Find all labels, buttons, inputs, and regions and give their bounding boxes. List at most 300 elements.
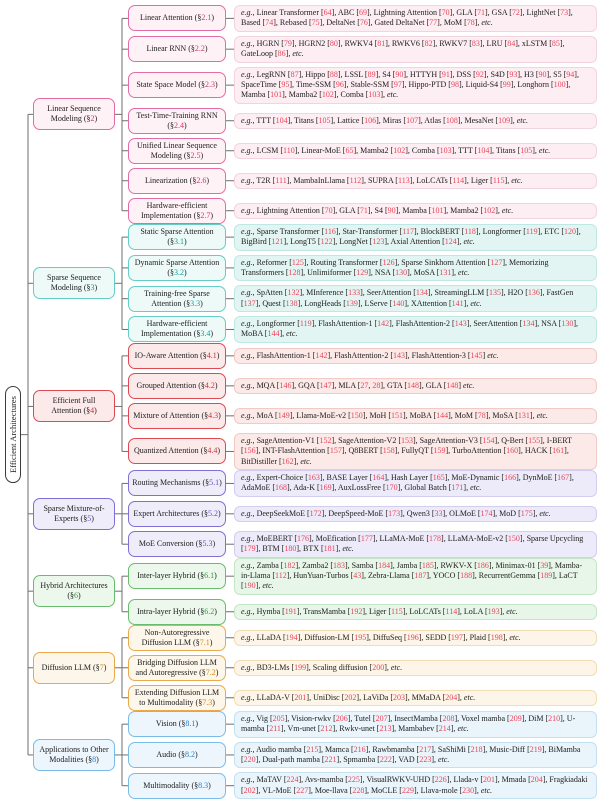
citation-ref[interactable]: 85	[551, 38, 560, 48]
citation-ref[interactable]: 113	[397, 175, 410, 185]
branch-node-io-aware-attention	[128, 343, 226, 369]
section-ref[interactable]: 3.2	[174, 267, 184, 277]
citation-ref[interactable]: 174	[480, 508, 493, 518]
leaf-row-non-autoregressive-diffusion-llm	[128, 625, 599, 651]
branch-node-audio	[128, 742, 226, 768]
citation-ref[interactable]: 86	[277, 49, 286, 59]
citation-ref[interactable]: 188	[460, 570, 473, 580]
citation-ref[interactable]: 211	[269, 724, 281, 734]
citation-ref[interactable]: 107	[406, 115, 419, 125]
citation-ref[interactable]: 103	[439, 145, 452, 155]
examples-box-expert-architectures: e.g., DeepSeekMoE [172], DeepSpeed-MoE [173], Qwen3 [33], OLMoE [174], MoD [175], etc.	[234, 506, 597, 522]
citation-ref[interactable]: 123	[372, 237, 385, 247]
citation-ref[interactable]: 225	[347, 775, 360, 785]
leaf-column-diffusion-llm	[128, 625, 599, 711]
citation-ref[interactable]: 115	[391, 606, 403, 616]
citation-ref[interactable]: 96	[335, 79, 344, 89]
citation-ref[interactable]: 204	[445, 692, 458, 702]
citation-ref[interactable]: 78	[477, 410, 486, 420]
section-ref[interactable]: 7.2	[205, 667, 216, 677]
citation-ref[interactable]: 159	[433, 446, 446, 456]
citation-ref[interactable]: 102	[483, 205, 496, 215]
node-label: IO-Aware Attention (§4.1)	[134, 350, 220, 360]
branch-node-training-free-sparse-attention	[128, 286, 226, 312]
citation-ref[interactable]: 71	[359, 205, 368, 215]
citation-ref[interactable]: 90	[538, 69, 547, 79]
citation-ref[interactable]: 143	[454, 319, 467, 329]
citation-ref[interactable]: 108	[445, 115, 458, 125]
branch-node-linearization	[128, 168, 226, 194]
citation-ref[interactable]: 131	[517, 410, 530, 420]
citation-ref[interactable]: 228	[352, 785, 365, 795]
section-ref[interactable]: 5.3	[202, 539, 213, 549]
citation-ref[interactable]: 180	[284, 544, 297, 554]
citation-ref[interactable]: 82	[424, 38, 433, 48]
section-ref[interactable]: 2	[90, 114, 95, 124]
citation-ref[interactable]: 172	[309, 508, 322, 518]
citation-ref[interactable]: 77	[429, 18, 438, 28]
leaf-row-linear-attention	[128, 5, 599, 32]
citation-ref[interactable]: 119	[525, 226, 538, 236]
node-label: Bridging Diffusion LLM and Autoregressive (§7.2)	[135, 657, 219, 677]
citation-ref[interactable]: 129	[356, 267, 369, 277]
node-label: Hybrid Architectures (§6)	[40, 581, 108, 601]
citation-ref[interactable]: 135	[488, 288, 501, 298]
root-node	[5, 386, 21, 483]
citation-ref[interactable]: 126	[382, 257, 395, 267]
citation-ref[interactable]: 119	[299, 319, 312, 329]
citation-ref[interactable]: 209	[509, 713, 522, 723]
citation-ref[interactable]: 101	[431, 205, 444, 215]
citation-ref[interactable]: 183	[332, 560, 345, 570]
citation-ref[interactable]: 75	[311, 18, 320, 28]
citation-ref[interactable]: 143	[393, 350, 405, 360]
citation-ref[interactable]: 158	[382, 446, 395, 456]
group-row-sparse-mixture-of-experts	[33, 470, 599, 558]
citation-ref[interactable]: 166	[504, 473, 517, 483]
examples-box-routing-mechanisms: e.g., Expert-Choice [163], BASE Layer [164], Hash Layer [165], MoE-Dynamic [166], DynMoE [167], AdaMoE [168], Ada-K [169], AuxLossFree [170], Global Batch [171], etc.	[234, 470, 597, 497]
citation-ref[interactable]: 117	[402, 226, 414, 236]
citation-ref[interactable]: 105	[520, 145, 533, 155]
branch-node-routing-mechanisms	[128, 470, 226, 496]
citation-ref[interactable]: 134	[522, 319, 535, 329]
leaf-column-linear-sequence-modeling	[128, 5, 599, 224]
citation-ref[interactable]: 227	[296, 785, 309, 795]
citation-ref[interactable]: 130	[395, 267, 408, 277]
leaf-column-sparse-sequence-modeling	[128, 224, 599, 343]
citation-ref[interactable]: 150	[507, 533, 520, 543]
group-node-sparse-sequence-modeling	[33, 267, 115, 299]
citation-ref[interactable]: 73	[560, 8, 569, 17]
citation-ref[interactable]: 194	[285, 632, 298, 642]
citation-ref[interactable]: 214	[438, 724, 451, 734]
section-ref[interactable]: 8	[92, 754, 97, 764]
citation-ref[interactable]: 104	[477, 145, 490, 155]
citation-ref[interactable]: 141	[451, 298, 464, 308]
citation-ref[interactable]: 178	[429, 533, 442, 543]
citation-ref[interactable]: 70	[324, 205, 333, 215]
citation-ref[interactable]: 132	[287, 288, 300, 298]
citation-ref[interactable]: 215	[306, 744, 319, 754]
citation-ref[interactable]: 189	[540, 570, 553, 580]
citation-ref[interactable]: 169	[319, 483, 332, 493]
citation-ref[interactable]: 93	[509, 69, 518, 79]
section-ref[interactable]: 3.3	[190, 298, 201, 308]
section-ref[interactable]: 2.3	[204, 80, 215, 90]
node-label: Inter-layer Hybrid (§6.1)	[137, 571, 217, 581]
examples-box-extending-diffusion-llm-to-multimodality: e.g., LLaDA-V [201], UniDisc [202], LaViDa [203], MMaDA [204], etc.	[234, 690, 597, 706]
citation-ref[interactable]: 127	[490, 257, 503, 267]
citation-ref[interactable]: 76	[359, 18, 368, 28]
section-ref[interactable]: 6.2	[204, 606, 215, 616]
section-ref[interactable]: 3	[90, 283, 95, 293]
node-label: Routing Mechanisms (§5.1)	[132, 478, 222, 488]
citation-ref[interactable]: 151	[391, 410, 403, 420]
citation-ref[interactable]: 199	[294, 662, 307, 672]
citation-ref[interactable]: 198	[490, 632, 503, 642]
citation-ref[interactable]: 229	[401, 785, 414, 795]
section-ref[interactable]: 4.2	[204, 380, 215, 390]
group-node-sparse-mixture-of-experts	[33, 498, 115, 530]
citation-ref[interactable]: 165	[432, 473, 445, 483]
node-label: Intra-layer Hybrid (§6.2)	[137, 606, 217, 616]
branch-node-vision	[128, 711, 226, 737]
section-ref[interactable]: 2.4	[174, 120, 184, 130]
citation-ref[interactable]: 173	[388, 508, 401, 518]
node-label: Training-free Sparse Attention (§3.3)	[144, 288, 210, 308]
citation-ref[interactable]: 105	[318, 115, 331, 125]
citation-ref[interactable]: 137	[243, 298, 256, 308]
node-label: Sparse Mixture-of-Experts (§5)	[43, 503, 105, 523]
citation-ref[interactable]: 223	[419, 754, 432, 764]
citation-ref[interactable]: 142	[377, 319, 390, 329]
section-ref[interactable]: 5	[87, 513, 92, 523]
examples-box-linear-rnn: e.g., HGRN [79], HGRN2 [80], RWKV4 [81], RWKV6 [82], RWKV7 [83], LRU [84], xLSTM [85], GateLoop [86], etc.	[234, 36, 597, 63]
examples-box-mixture-of-attention: e.g., MoA [149], Llama-MoE-v2 [150], MoH [151], MoBA [144], MoM [78], MoSA [131], etc.	[234, 408, 597, 424]
leaf-row-vision	[128, 711, 599, 738]
node-label: Linear Sequence Modeling (§2)	[47, 104, 101, 124]
section-ref[interactable]: 6.1	[204, 571, 215, 581]
citation-ref[interactable]: 184	[378, 560, 391, 570]
citation-ref[interactable]: 190	[243, 581, 256, 591]
citation-ref[interactable]: 142	[315, 350, 328, 360]
citation-ref[interactable]: 102	[393, 145, 406, 155]
citation-ref[interactable]: 81	[377, 38, 386, 48]
citation-ref[interactable]: 150	[350, 410, 363, 420]
section-ref[interactable]: 5.2	[207, 508, 218, 518]
citation-ref[interactable]: 92	[475, 69, 484, 79]
citation-ref[interactable]: 203	[393, 692, 406, 702]
citation-ref[interactable]: 179	[243, 544, 256, 554]
citation-ref[interactable]: 210	[548, 713, 561, 723]
section-ref[interactable]: 5.1	[209, 478, 220, 488]
citation-ref[interactable]: 121	[271, 237, 284, 247]
citation-ref[interactable]: 33	[434, 508, 443, 518]
citation-ref[interactable]: 43	[353, 570, 362, 580]
citation-ref[interactable]: 182	[283, 560, 296, 570]
citation-ref[interactable]: 167	[557, 473, 570, 483]
citation-ref[interactable]: 202	[243, 785, 256, 795]
node-label: Hardware-efficient Implementation (§3.4)	[141, 319, 213, 339]
citation-ref[interactable]: 148	[446, 380, 459, 390]
citation-ref[interactable]: 110	[283, 145, 295, 155]
section-ref[interactable]: 2.7	[200, 210, 211, 220]
citation-ref[interactable]: 71	[477, 8, 485, 17]
citation-ref[interactable]: 230	[462, 785, 475, 795]
examples-box-test-time-training-rnn: e.g., TTT [104], Titans [105], Lattice [106], Miras [107], Atlas [108], MesaNet [109], etc.	[234, 113, 597, 129]
section-ref[interactable]: 3.1	[174, 237, 184, 247]
citation-ref[interactable]: 171	[451, 483, 464, 493]
citation-ref[interactable]: 130	[561, 319, 574, 329]
examples-box-moe-conversion: e.g., MoEBERT [176], MoEfication [177], LLaMA-MoE [178], LLaMA-MoE-v2 [150], Sparse Upcycling [179], BTM [180], BTX [181], etc.	[234, 531, 597, 558]
citation-ref[interactable]: 187	[414, 570, 427, 580]
citation-ref[interactable]: 200	[372, 662, 385, 672]
leaf-row-hardware-efficient-implementation	[128, 198, 599, 224]
leaf-row-quantized-attention	[128, 433, 599, 470]
examples-box-inter-layer-hybrid: e.g., Zamba [182], Zamba2 [183], Samba [184], Jamba [185], RWKV-X [186], Minimax-01 [39], Mamba-in-Llama [112], HunYuan-Turbos [43], Zebra-Llama [187], YOCO [188], RecurrentGemma [189], LaCT [190], etc.	[234, 558, 597, 595]
citation-ref[interactable]: 133	[348, 288, 361, 298]
citation-ref[interactable]: 97	[393, 79, 402, 89]
citation-ref[interactable]: 161	[552, 446, 565, 456]
citation-ref[interactable]: 149	[277, 410, 290, 420]
section-ref[interactable]: 4.4	[207, 446, 218, 456]
branch-node-extending-diffusion-llm-to-multimodality	[128, 685, 226, 711]
citation-ref[interactable]: 114	[452, 175, 465, 185]
citation-ref[interactable]: 115	[492, 175, 505, 185]
citation-ref[interactable]: 74	[265, 18, 274, 28]
leaf-column-sparse-mixture-of-experts	[128, 470, 599, 558]
leaf-row-unified-linear-sequence-modeling	[128, 138, 599, 164]
citation-ref[interactable]: 193	[487, 606, 500, 616]
citation-ref[interactable]: 128	[288, 267, 301, 277]
examples-box-vision: e.g., Vig [205], Vision-rwkv [206], Tutel [207], InsectMamba [208], Voxel mamba [209], DiM [210], U-mamba [211], Vm-unet [212], Rwkv-unet [213], Mambabev [214], etc.	[234, 711, 597, 738]
citation-ref[interactable]: 192	[350, 606, 363, 616]
group-node-hybrid-architectures	[33, 575, 115, 607]
citation-ref[interactable]: 146	[279, 380, 292, 390]
citation-ref[interactable]: 116	[324, 226, 336, 236]
citation-ref[interactable]: 28	[372, 380, 381, 390]
citation-ref[interactable]: 168	[275, 483, 287, 493]
leaf-column-hybrid-architectures	[128, 558, 599, 625]
citation-ref[interactable]: 111	[275, 175, 287, 185]
section-ref[interactable]: 4	[90, 406, 95, 416]
citation-ref[interactable]: 83	[471, 38, 480, 48]
citation-ref[interactable]: 208	[442, 713, 455, 723]
citation-ref[interactable]: 125	[291, 257, 304, 267]
citation-ref[interactable]: 112	[349, 175, 362, 185]
citation-ref[interactable]: 145	[470, 350, 483, 360]
citation-ref[interactable]: 162	[281, 456, 294, 466]
examples-box-quantized-attention: e.g., SageAttention-V1 [152], SageAttention-V2 [153], SageAttention-V3 [154], Q-Bert [155], I-BERT [156], INT-FlashAttention [157], Q8BERT [158], FullyQT [159], TurboAttention [160], HACK [161], BitDistiller [162], etc.	[234, 433, 597, 470]
citation-ref[interactable]: 90	[395, 69, 404, 79]
citation-ref[interactable]: 103	[368, 90, 381, 100]
citation-ref[interactable]: 106	[364, 115, 377, 125]
node-label: Efficient Full Attention (§4)	[51, 396, 97, 416]
citation-ref[interactable]: 201	[482, 775, 495, 785]
citation-ref[interactable]: 152	[319, 435, 332, 445]
examples-box-grouped-attention: e.g., MQA [146], GQA [147], MLA [27, 28], GTA [148], GLA [148] etc.	[234, 378, 597, 394]
citation-ref[interactable]: 95	[281, 79, 290, 89]
section-ref[interactable]: 8.3	[198, 780, 209, 790]
citation-ref[interactable]: 64	[323, 8, 332, 17]
section-ref[interactable]: 4.3	[208, 410, 219, 420]
citation-ref[interactable]: 186	[476, 560, 489, 570]
citation-ref[interactable]: 109	[498, 115, 511, 125]
citation-ref[interactable]: 100	[553, 79, 566, 89]
section-ref[interactable]: 8.1	[185, 719, 196, 729]
citation-ref[interactable]: 160	[506, 446, 519, 456]
leaf-row-intra-layer-hybrid	[128, 599, 599, 625]
citation-ref[interactable]: 157	[329, 446, 342, 456]
citation-ref[interactable]: 170	[385, 483, 398, 493]
citation-ref[interactable]: 220	[243, 754, 256, 764]
section-ref[interactable]: 3.4	[200, 329, 211, 339]
citation-ref[interactable]: 98	[450, 79, 459, 89]
branch-node-hardware-efficient-implementation	[128, 198, 226, 224]
citation-ref[interactable]: 88	[329, 69, 338, 79]
citation-ref[interactable]: 140	[392, 298, 405, 308]
citation-ref[interactable]: 156	[243, 446, 256, 456]
citation-ref[interactable]: 65	[345, 145, 354, 155]
citation-ref[interactable]: 80	[329, 38, 338, 48]
citation-ref[interactable]: 72	[511, 8, 520, 17]
taxonomy-groups	[33, 5, 599, 795]
citation-ref[interactable]: 118	[464, 226, 476, 236]
node-label: Mixture of Attention (§4.3)	[133, 410, 221, 420]
citation-ref[interactable]: 217	[419, 744, 432, 754]
section-ref[interactable]: 8.2	[185, 749, 195, 759]
citation-ref[interactable]: 175	[520, 508, 533, 518]
citation-ref[interactable]: 104	[275, 115, 288, 125]
citation-ref[interactable]: 205	[272, 713, 285, 723]
citation-ref[interactable]: 148	[407, 380, 420, 390]
citation-ref[interactable]: 138	[285, 298, 298, 308]
citation-ref[interactable]: 181	[323, 544, 336, 554]
group-row-diffusion-llm	[33, 625, 599, 711]
examples-box-linear-attention: e.g., Linear Transformer [64], ABC [69], Lightning Attention [70], GLA [71], GSA [72], LightNet [73], Based [74], Rebased [75], DeltaNet [76], Gated DeltaNet [77], MoM [78], etc.	[234, 5, 597, 32]
section-ref[interactable]: 2.2	[194, 44, 205, 54]
node-label: Grouped Attention (§4.2)	[136, 380, 218, 390]
citation-ref[interactable]: 136	[527, 288, 540, 298]
citation-ref[interactable]: 201	[294, 692, 307, 702]
citation-ref[interactable]: 144	[267, 329, 280, 339]
citation-ref[interactable]: 144	[436, 410, 449, 420]
citation-ref[interactable]: 79	[283, 38, 292, 48]
citation-ref[interactable]: 191	[284, 606, 297, 616]
branch-node-grouped-attention	[128, 373, 226, 399]
node-label: Linearization (§2.6)	[145, 175, 209, 185]
citation-ref[interactable]: 70	[441, 8, 450, 17]
citation-ref[interactable]: 124	[444, 237, 457, 247]
section-ref[interactable]: 7.3	[202, 697, 213, 707]
citation-ref[interactable]: 147	[319, 380, 332, 390]
citation-ref[interactable]: 112	[274, 570, 287, 580]
citation-ref[interactable]: 204	[530, 775, 543, 785]
section-ref[interactable]: 7.1	[199, 637, 210, 647]
citation-ref[interactable]: 153	[400, 435, 413, 445]
node-label: Unified Linear Sequence Modeling (§2.5)	[137, 140, 217, 160]
citation-ref[interactable]: 94	[566, 69, 575, 79]
citation-ref[interactable]: 164	[372, 473, 385, 483]
citation-ref[interactable]: 206	[335, 713, 348, 723]
citation-ref[interactable]: 222	[379, 754, 392, 764]
section-ref[interactable]: 2.6	[196, 175, 207, 185]
examples-box-intra-layer-hybrid: e.g., Hymba [191], TransMamba [192], Liger [115], LoLCATs [114], LoLA [193], etc.	[234, 604, 597, 620]
citation-ref[interactable]: 84	[507, 38, 516, 48]
leaf-row-training-free-sparse-attention	[128, 285, 599, 312]
group-row-hybrid-architectures	[33, 558, 599, 625]
group-node-linear-sequence-modeling	[33, 98, 115, 130]
citation-ref[interactable]: 213	[379, 724, 392, 734]
section-ref[interactable]: 7	[99, 662, 104, 672]
citation-ref[interactable]: 207	[375, 713, 388, 723]
citation-ref[interactable]: 89	[367, 69, 376, 79]
citation-ref[interactable]: 99	[502, 79, 511, 89]
citation-ref[interactable]: 87	[290, 69, 299, 79]
citation-ref[interactable]: 154	[482, 435, 495, 445]
citation-ref[interactable]: 202	[344, 692, 357, 702]
citation-ref[interactable]: 155	[528, 435, 541, 445]
citation-ref[interactable]: 218	[470, 744, 483, 754]
citation-ref[interactable]: 122	[320, 237, 333, 247]
citation-ref[interactable]: 120	[564, 226, 577, 236]
citation-ref[interactable]: 27	[360, 380, 369, 390]
group-row-sparse-sequence-modeling	[33, 224, 599, 343]
citation-ref[interactable]: 39	[540, 560, 549, 570]
branch-node-static-sparse-attention	[128, 224, 226, 250]
node-label: MoE Conversion (§5.3)	[138, 539, 216, 549]
node-label: Linear Attention (§2.1)	[140, 13, 214, 23]
branch-node-unified-linear-sequence-modeling	[128, 138, 226, 164]
section-ref[interactable]: 6	[74, 591, 78, 601]
section-ref[interactable]: 2.1	[201, 13, 212, 23]
group-row-efficient-full-attention	[33, 343, 599, 470]
citation-ref[interactable]: 163	[307, 473, 320, 483]
citation-ref[interactable]: 195	[354, 632, 367, 642]
citation-ref[interactable]: 176	[297, 533, 310, 543]
group-row-linear-sequence-modeling	[33, 5, 599, 224]
citation-ref[interactable]: 90	[387, 205, 396, 215]
examples-box-hardware-efficient-implementation: e.g., Lightning Attention [70], GLA [71], S4 [90], Mamba [101], Mamba2 [102], etc.	[234, 203, 597, 219]
citation-ref[interactable]: 69	[359, 8, 367, 17]
citation-ref[interactable]: 219	[529, 744, 542, 754]
citation-ref[interactable]: 226	[434, 775, 447, 785]
citation-ref[interactable]: 177	[360, 533, 373, 543]
node-label: State Space Model (§2.3)	[136, 80, 218, 90]
citation-ref[interactable]: 101	[270, 90, 283, 100]
citation-ref[interactable]: 139	[345, 298, 358, 308]
citation-ref[interactable]: 91	[441, 69, 450, 79]
section-ref[interactable]: 4.1	[206, 350, 217, 360]
citation-ref[interactable]: 221	[324, 754, 337, 764]
branch-node-non-autoregressive-diffusion-llm	[128, 625, 226, 651]
citation-ref[interactable]: 134	[415, 288, 428, 298]
section-ref[interactable]: 2.5	[190, 150, 201, 160]
citation-ref[interactable]: 102	[321, 90, 334, 100]
branch-node-test-time-training-rnn	[128, 108, 226, 134]
citation-ref[interactable]: 114	[445, 606, 458, 616]
citation-ref[interactable]: 216	[353, 744, 366, 754]
citation-ref[interactable]: 212	[320, 724, 333, 734]
node-label: Hardware-efficient Implementation (§2.7)	[141, 200, 213, 220]
citation-ref[interactable]: 196	[406, 632, 419, 642]
citation-ref[interactable]: 78	[466, 18, 475, 28]
citation-ref[interactable]: 197	[450, 632, 463, 642]
citation-ref[interactable]: 185	[421, 560, 434, 570]
branch-node-linear-attention	[128, 5, 226, 31]
citation-ref[interactable]: 224	[286, 775, 299, 785]
citation-ref[interactable]: 131	[439, 267, 452, 277]
